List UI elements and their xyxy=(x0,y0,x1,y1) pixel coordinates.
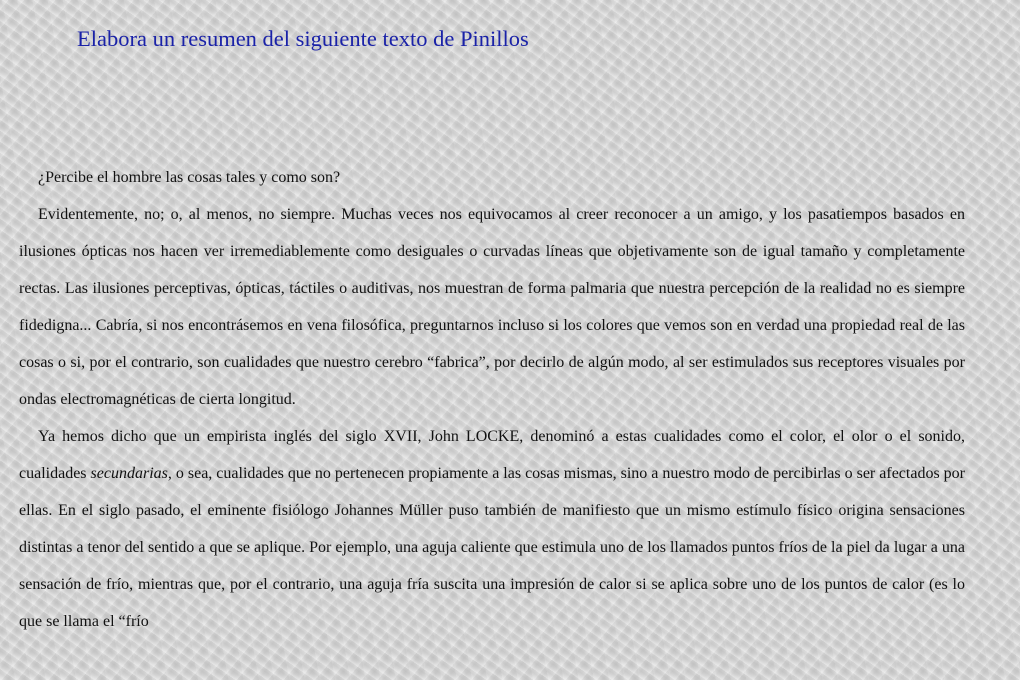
emphasis-secundarias: secundarias xyxy=(90,465,168,482)
paragraph-locke xyxy=(19,418,965,640)
paragraph-illusions: Evidentemente, no; o, al menos, no siempre. Muchas veces nos equivocamos al creer reconocer a un amigo, y los pasatiempos basados en ilusiones ópticas nos hacen ver irremediablemente como desiguales o curvadas líneas que objetivamente son de igual tamaño y completamente rectas. Las ilusiones perceptivas, ópticas, táctiles o auditivas, nos muestran de forma palmaria que nuestra percepción de la realidad no es siempre fidedigna... Cabría, si nos encontrásemos en vena filosófica, preguntarnos incluso si los colores que vemos son en verdad una propiedad real de las cosas o si, por el contrario, son cualidades que nuestro cerebro “fabrica”, por decirlo de algún modo, al ser estimulados sus receptores visuales por ondas electromagnéticas de cierta longitud. xyxy=(19,206,965,408)
paragraph-locke-text-end: , o sea, cualidades que no pertenecen propiamente a las cosas mismas, sino a nuestro modo de percibirlas o ser afectados por ellas. En el siglo pasado, el eminente fisiólogo Johannes Müller puso también de manifiesto que un mismo estímulo físico origina sensaciones distintas a tenor del sentido a que se aplique. Por ejemplo, una aguja caliente que estimula uno de los llamados puntos fríos de la piel da lugar a una sensación de frío, mientras que, por el contrario, una aguja fría suscita una impresión de calor si se aplica sobre uno de los puntos de calor (es lo que se llama el “frío xyxy=(19,465,965,630)
paragraph-locke-text-start: Ya hemos dicho que un empirista inglés del siglo XVII, John LOCKE, denominó a estas cualidades como el color, el olor o el sonido, cualidades xyxy=(19,428,965,482)
paragraph-question: ¿Percibe el hombre las cosas tales y como son? xyxy=(38,169,341,186)
text-body xyxy=(19,159,965,640)
page-title: Elabora un resumen del siguiente texto de Pinillos xyxy=(77,26,529,51)
